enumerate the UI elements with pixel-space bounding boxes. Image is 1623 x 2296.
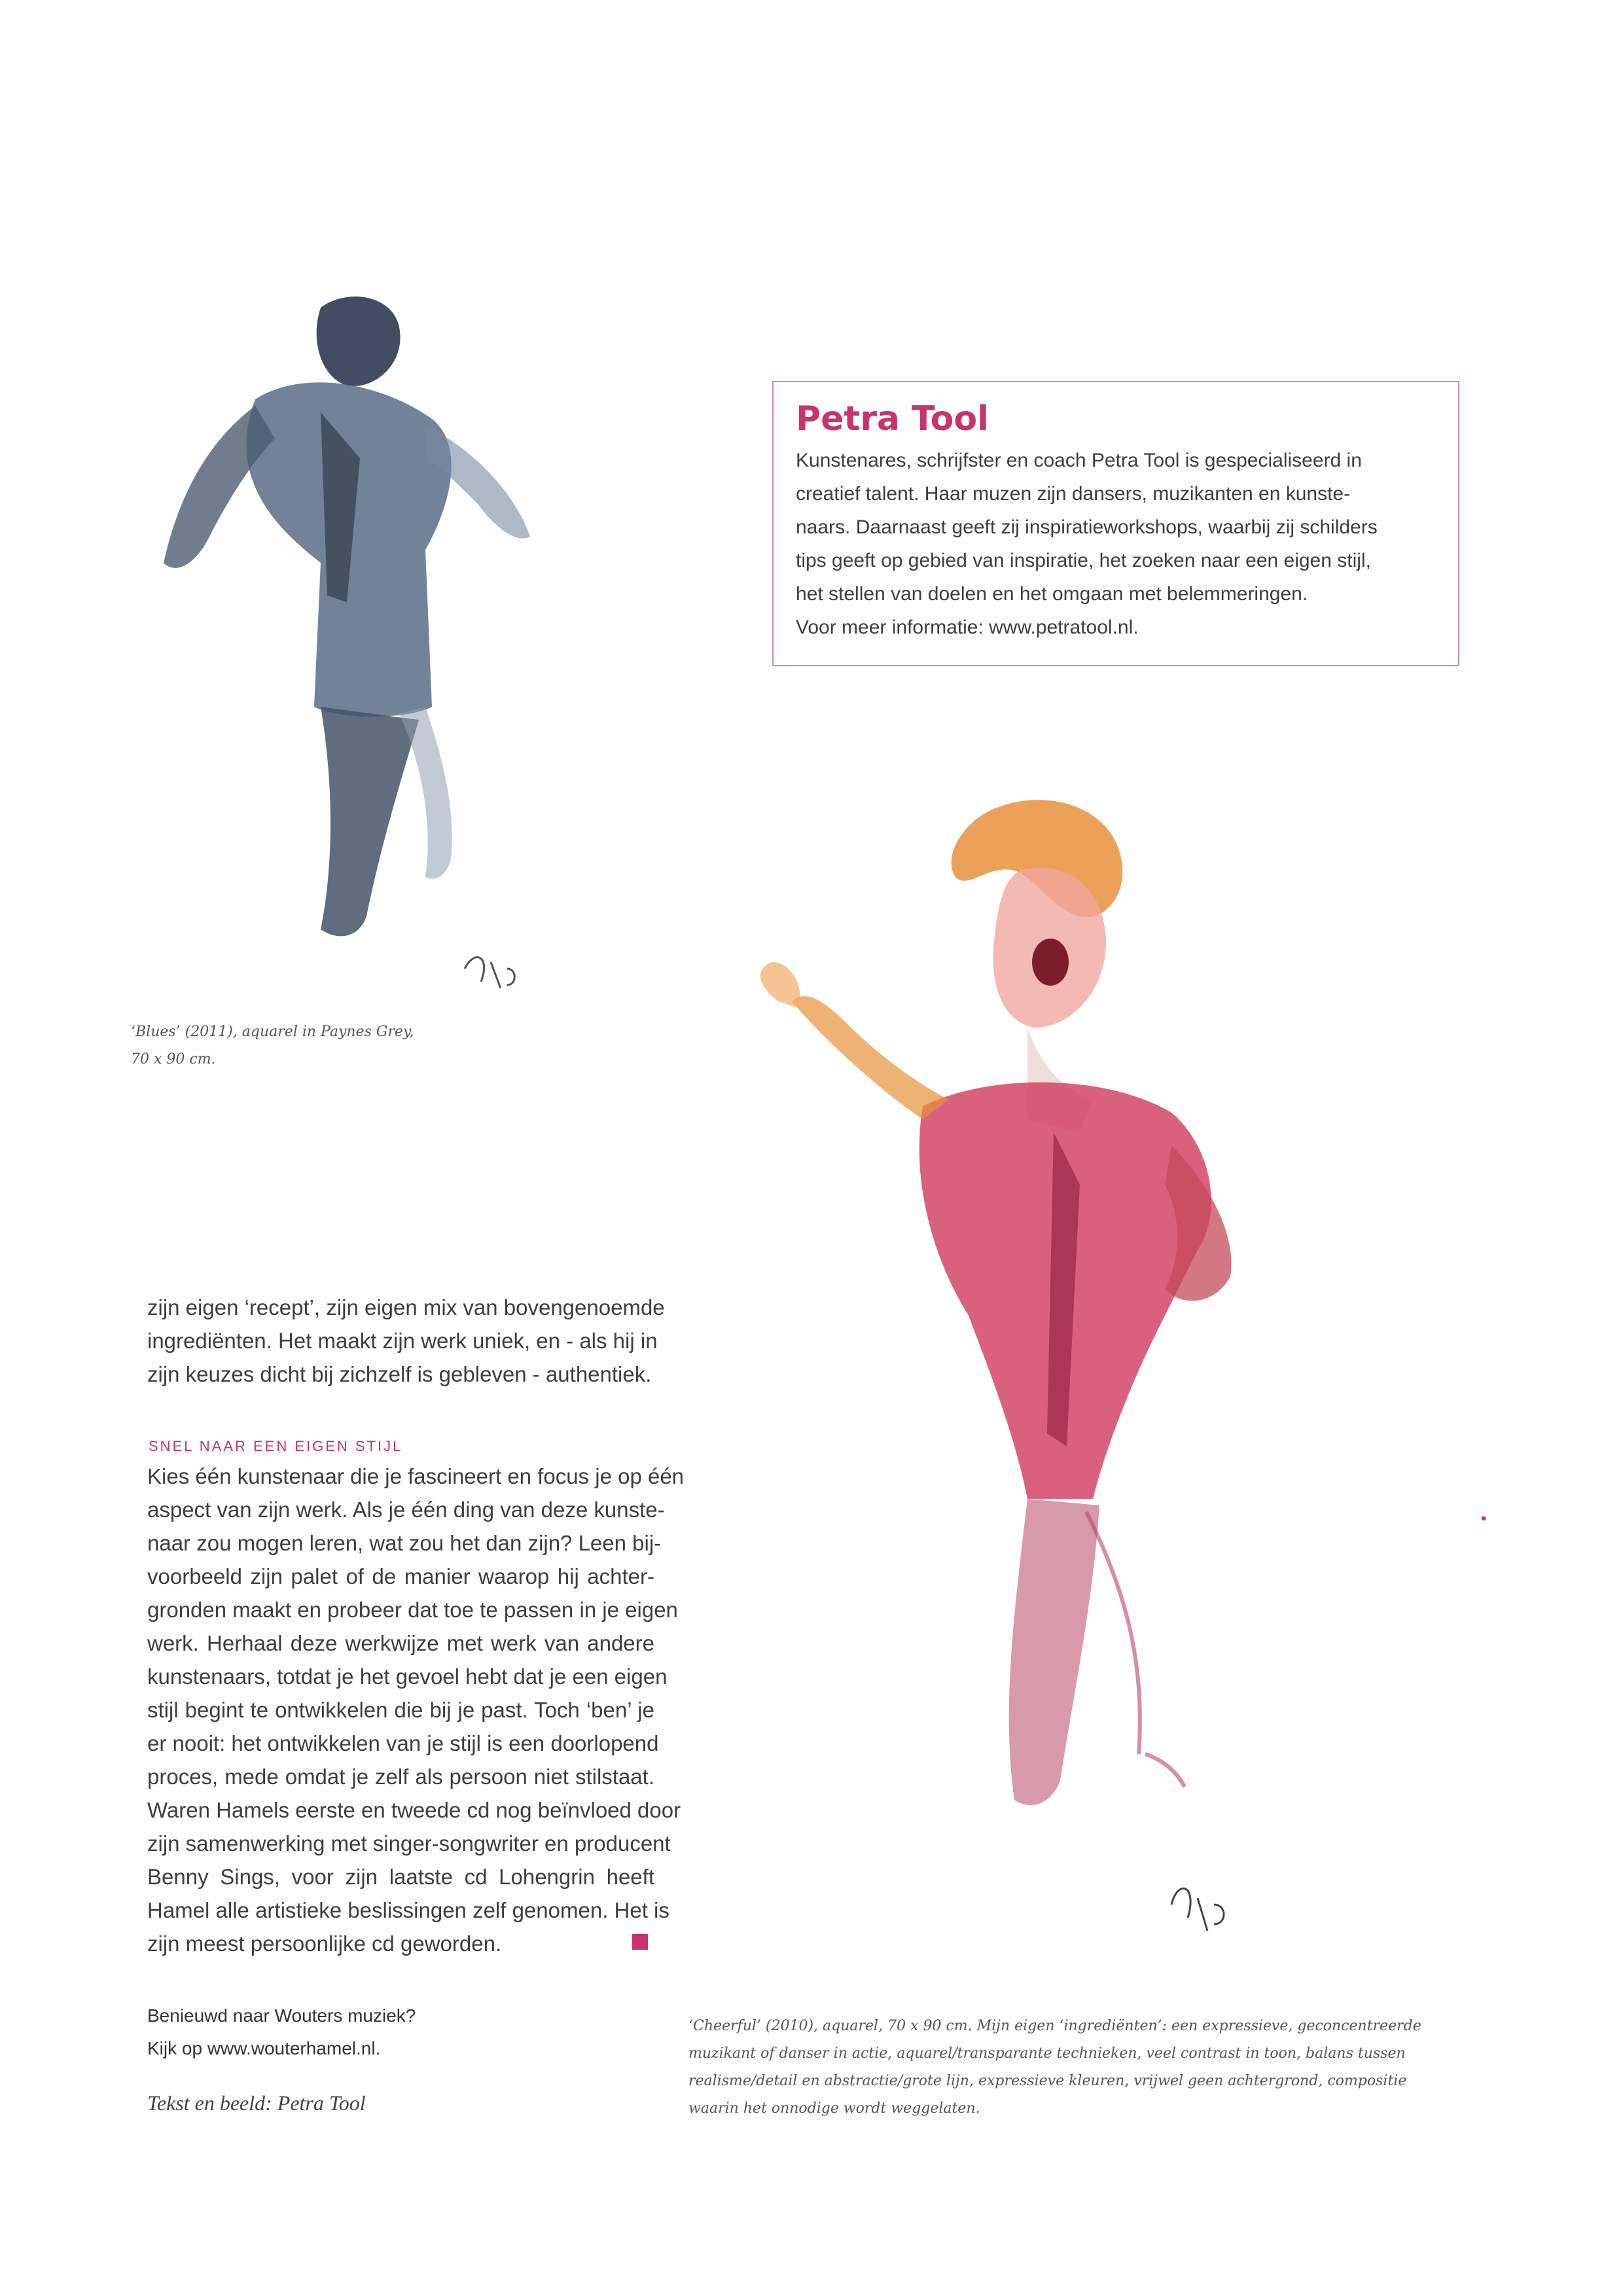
body-line: Hamel alle artistieke beslissingen zelf genomen. Het is: [147, 1898, 669, 1922]
music-note-line2: Kijk op www.wouterhamel.nl.: [147, 2038, 381, 2058]
info-line: tips geeft op gebied van inspiratie, het zoeken naar een eigen stijl,: [796, 550, 1371, 571]
cheerful-caption-line3: realisme/detail en abstractie/grote lijn, expressieve kleuren, vrijwel geen achtergrond, compositie: [688, 2073, 1407, 2089]
cheerful-arm-left: [792, 996, 949, 1119]
body-line: zijn samenwerking met singer-songwriter en producent: [147, 1831, 671, 1856]
artist-name-heading: Petra Tool: [796, 399, 989, 439]
cheerful-leg-stroke: [1086, 1512, 1185, 1787]
cheerful-signature: [1171, 1888, 1224, 1931]
body-line: Kies één kunstenaar die je fascineert en focus je op één: [147, 1464, 685, 1488]
article-end-mark: [632, 1934, 648, 1950]
body-line: er nooit: het ontwikkelen van je stijl is een doorlopend: [147, 1731, 659, 1755]
blues-signature: [465, 958, 514, 988]
cheerful-hand-left: [760, 962, 800, 1008]
body-line: werk. Herhaal deze werkwijze met werk van andere: [147, 1631, 654, 1655]
blues-leg-2: [399, 707, 452, 879]
section-heading: SNEL NAAR EEN EIGEN STIJL: [149, 1438, 403, 1454]
blues-leg: [321, 707, 419, 936]
body-line: Waren Hamels eerste en tweede cd nog beïnvloed door: [147, 1798, 681, 1822]
music-link-note: [147, 2000, 416, 2065]
margin-mark: [1482, 1516, 1486, 1520]
cheerful-legs: [1009, 1499, 1099, 1805]
artist-info-box: [772, 381, 1459, 666]
blues-head: [317, 296, 401, 386]
blues-caption-line2: 70 x 90 cm.: [131, 1051, 216, 1067]
body-line: zijn keuzes dicht bij zichzelf is gebleven - authentiek.: [147, 1362, 652, 1386]
body-paragraph-1: [147, 1291, 665, 1391]
info-line: naars. Daarnaast geeft zij inspiratieworkshops, waarbij zij schilders: [796, 516, 1378, 538]
cheerful-caption-line2: muzikant of danser in actie, aquarel/transparante technieken, veel contrast in toon, balans tussen: [688, 2045, 1406, 2062]
body-line: naar zou mogen leren, wat zou het dan zijn? Leen bij-: [147, 1531, 662, 1555]
body-line: stijl begint te ontwikkelen die bij je past. Toch ‘ben’ je: [147, 1698, 654, 1722]
body-line: gronden maakt en probeer dat toe te passen in je eigen: [147, 1598, 678, 1622]
info-line: creatief talent. Haar muzen zijn dansers, muzikanten en kunste-: [796, 483, 1351, 505]
cheerful-caption: [688, 2013, 1421, 2123]
info-line: het stellen van doelen en het omgaan met belemmeringen.: [796, 583, 1308, 605]
blues-caption-line1: ‘Blues’ (2011), aquarel in Paynes Grey,: [131, 1024, 414, 1040]
body-line: ingrediënten. Het maakt zijn werk uniek, en - als hij in: [147, 1329, 658, 1353]
blues-caption: [131, 1018, 414, 1073]
info-line: Kunstenares, schrijfster en coach Petra Tool is gespecialiseerd in: [796, 450, 1362, 471]
cheerful-mouth: [1032, 939, 1069, 986]
body-line: aspect van zijn werk. Als je één ding van deze kunste-: [147, 1498, 665, 1522]
info-line-website: Voor meer informatie: www.petratool.nl.: [796, 617, 1139, 638]
body-line: zijn meest persoonlijke cd geworden.: [147, 1931, 502, 1956]
body-line: zijn eigen ‘recept’, zijn eigen mix van bovengenoemde: [147, 1295, 665, 1319]
music-note-line1: Benieuwd naar Wouters muziek?: [147, 2005, 416, 2026]
text-image-credit: Tekst en beeld: Petra Tool: [147, 2091, 366, 2115]
body-line: Benny Sings, voor zijn laatste cd Lohengrin heeft: [147, 1865, 654, 1889]
body-line: proces, mede omdat je zelf als persoon niet stilstaat.: [147, 1765, 654, 1789]
cheerful-caption-line4: waarin het onnodige wordt weggelaten.: [688, 2100, 980, 2117]
body-line: kunstenaars, totdat je het gevoel hebt dat je een eigen: [147, 1664, 668, 1689]
body-paragraph-2: [147, 1460, 685, 1960]
cheerful-caption-line1: ‘Cheerful’ (2010), aquarel, 70 x 90 cm. Mijn eigen ‘ingrediënten’: een expressieve, geconcentreerde: [688, 2018, 1421, 2034]
body-line: voorbeeld zijn palet of de manier waarop hij achter-: [147, 1564, 654, 1588]
